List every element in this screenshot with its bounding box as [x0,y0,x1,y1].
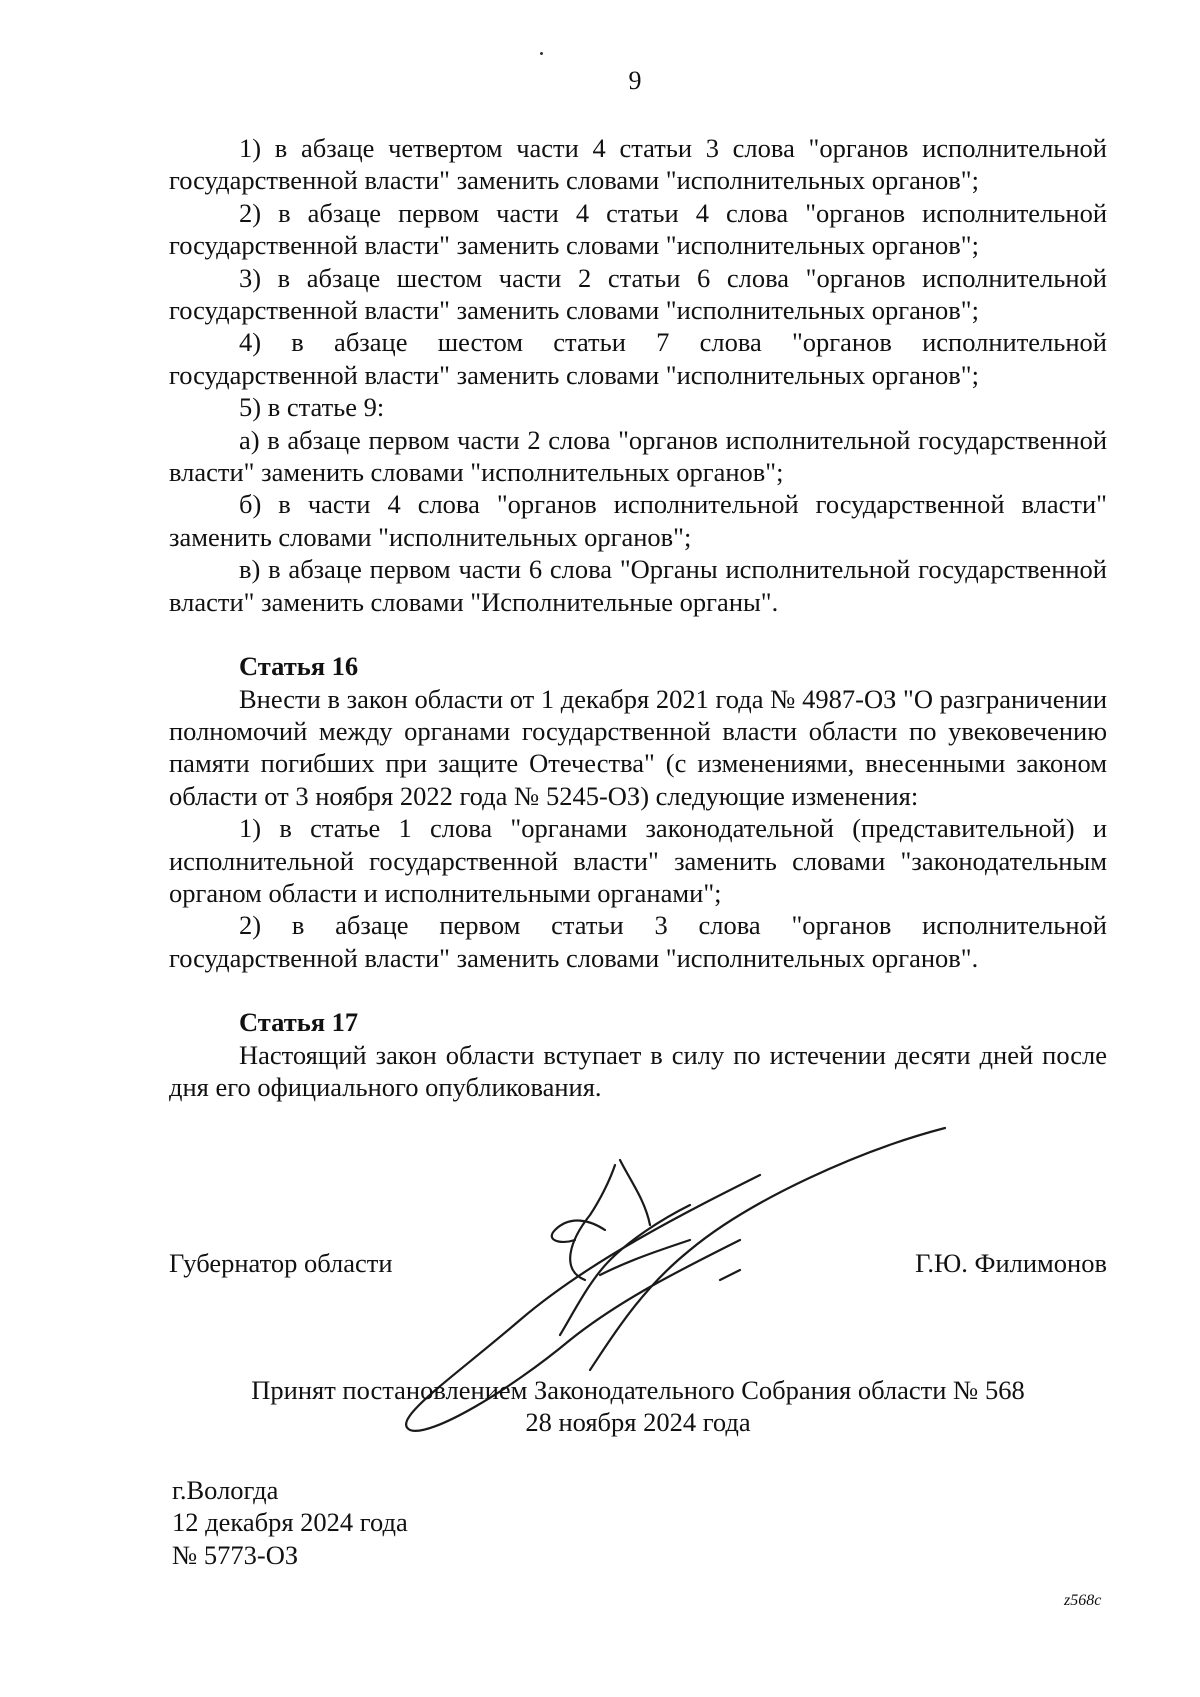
article-16-item-2: 2) в абзаце первом статьи 3 слова "органов исполнительной государственной власти" заменить словами "исполнительных органов". [169,910,1107,973]
article-16-intro: Внести в закон области от 1 декабря 2021 года № 4987-ОЗ "О разграничении полномочий между органами государственной власти области по увековечению памяти погибших при защите Отечества" (с изменениями, внесенными законом области от 3 ноября 2022 года № 5245-ОЗ) следующие изменения: [169,683,1107,811]
adoption-line-1: Принят постановлением Законодательного Собрания области № 568 [251,1375,1025,1405]
amendment-item-4: 4) в абзаце шестом статьи 7 слова "органов исполнительной государственной власти" заменить словами "исполнительных органов"; [169,327,1107,390]
document-code: z568c [1064,1592,1102,1609]
amendment-subitem-a: а) в абзаце первом части 2 слова "органов исполнительной государственной власти" заменить словами "исполнительных органов"; [169,424,1107,488]
amendment-item-2: 2) в абзаце первом части 4 статьи 4 слова "органов исполнительной государственной власти" заменить словами "исполнительных органов"; [169,197,1107,261]
document-body [169,132,1107,1103]
amendment-item-1: 1) в абзаце четвертом части 4 статьи 3 слова "органов исполнительной государственной власти" заменить словами "исполнительных органов"; [169,133,1107,196]
signer-name: Г.Ю. Филимонов [915,1248,1107,1278]
amendment-item-5: 5) в статье 9: [239,392,385,423]
article-17-text: Настоящий закон области вступает в силу по истечении десяти дней после дня его официального опубликования. [169,1039,1107,1102]
article-17-heading: Статья 17 [239,1007,359,1038]
amendment-item-3: 3) в абзаце шестом части 2 статьи 6 слова "органов исполнительной государственной власти" заменить словами "исполнительных органов"; [169,262,1107,326]
adoption-block [169,1374,1107,1439]
article-16-item-1: 1) в статье 1 слова "органами законодательной (представительной) и исполнительной государственной власти" заменить словами "законодательным органом области и исполнительными органами"; [169,813,1107,908]
law-date: 12 декабря 2024 года [172,1507,408,1538]
signer-position: Губернатор области [169,1248,393,1278]
adoption-line-2: 28 ноября 2024 года [525,1407,751,1438]
amendment-subitem-v: в) в абзаце первом части 6 слова "Органы исполнительной государственной власти" заменить словами "Исполнительные органы". [169,554,1107,617]
place-date-block [172,1474,408,1571]
amendment-subitem-b: б) в части 4 слова "органов исполнительной государственной власти" заменить словами "исполнительных органов"; [169,489,1107,552]
article-16-heading: Статья 16 [239,651,359,682]
law-number: № 5773-ОЗ [172,1539,299,1570]
page-number: 9 [628,66,642,95]
city: г.Вологда [172,1475,279,1505]
scan-speck [540,52,543,55]
